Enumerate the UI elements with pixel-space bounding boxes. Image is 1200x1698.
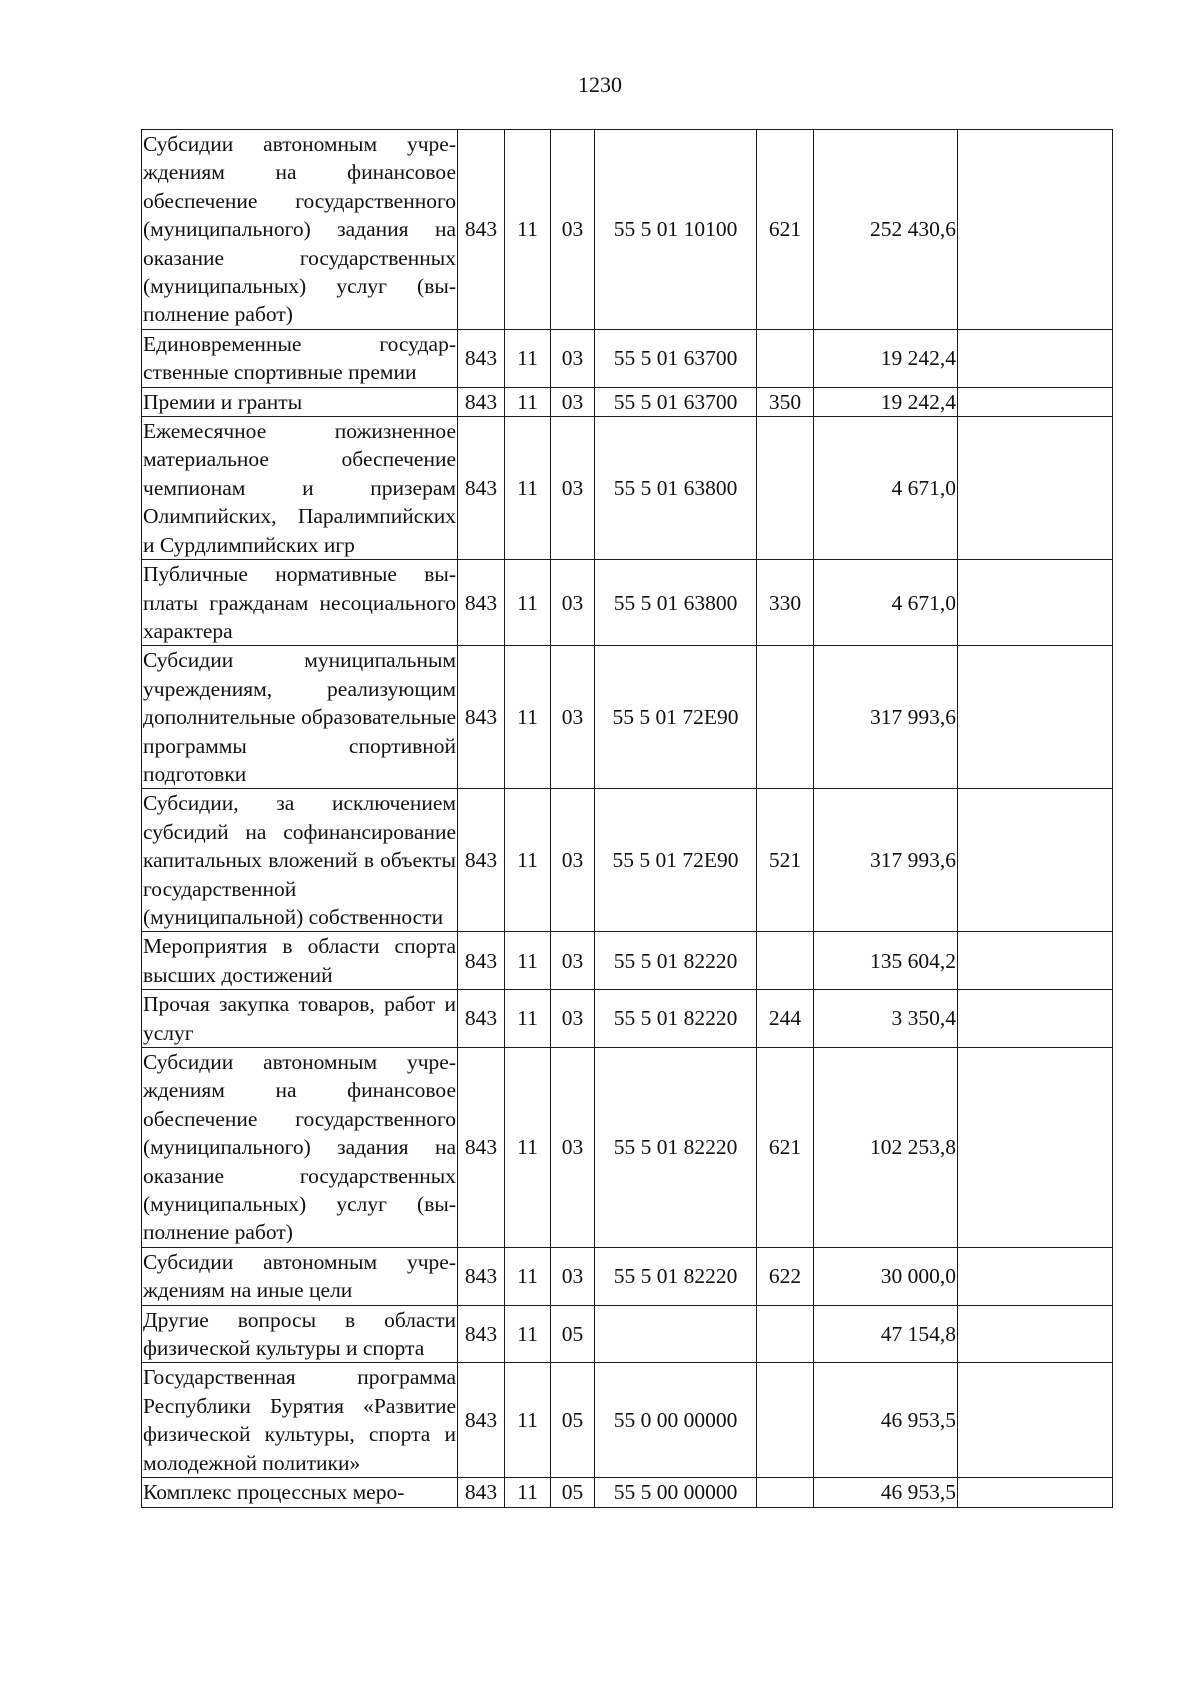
target-article-code: 55 5 01 82220 [595,1048,757,1248]
target-article-code: 55 0 00 00000 [595,1363,757,1478]
subsection-code: 03 [551,417,595,560]
section-code: 11 [505,560,551,646]
expense-type-code: 330 [757,560,814,646]
empty-column [958,932,1113,990]
subsection-code: 05 [551,1363,595,1478]
department-code: 843 [458,646,505,789]
expense-type-code: 622 [757,1247,814,1305]
budget-table-body [142,130,1113,1508]
expense-name: Комплекс процессных меро- [142,1478,458,1507]
budget-table [141,129,1113,1508]
target-article-code: 55 5 01 72Е90 [595,646,757,789]
empty-column [958,1363,1113,1478]
target-article-code: 55 5 01 10100 [595,130,757,330]
table-row [142,1247,1113,1305]
amount: 46 953,5 [814,1363,958,1478]
expense-name: Публичные нормативные выплаты гражданам несоциального характера [142,560,458,646]
empty-column [958,387,1113,416]
amount: 19 242,4 [814,329,958,387]
subsection-code: 03 [551,990,595,1048]
empty-column [958,560,1113,646]
section-code: 11 [505,932,551,990]
empty-column [958,329,1113,387]
department-code: 843 [458,387,505,416]
expense-name: Субсидии муниципальным учреждениям, реализующим дополнительные образовательные программы спортивной подготовки [142,646,458,789]
subsection-code: 03 [551,932,595,990]
table-row [142,1478,1113,1507]
table-row [142,387,1113,416]
section-code: 11 [505,789,551,932]
amount: 47 154,8 [814,1305,958,1363]
expense-type-code: 621 [757,130,814,330]
target-article-code: 55 5 01 63700 [595,329,757,387]
target-article-code: 55 5 01 63800 [595,560,757,646]
expense-type-code [757,417,814,560]
expense-name: Ежемесячное пожизненное материальное обеспечение чемпионам и призерам Олимпийских, Паралимпийских и Сурдлимпийских игр [142,417,458,560]
empty-column [958,1478,1113,1507]
expense-name: Прочая закупка товаров, работ и услуг [142,990,458,1048]
amount: 252 430,6 [814,130,958,330]
table-row [142,417,1113,560]
empty-column [958,789,1113,932]
amount: 46 953,5 [814,1478,958,1507]
target-article-code [595,1305,757,1363]
target-article-code: 55 5 01 63800 [595,417,757,560]
expense-name: Субсидии, за исключением субсидий на софинансирование капитальных вложений в объекты государственной (муниципальной) собственности [142,789,458,932]
amount: 3 350,4 [814,990,958,1048]
expense-name: Премии и гранты [142,387,458,416]
expense-type-code: 350 [757,387,814,416]
target-article-code: 55 5 00 00000 [595,1478,757,1507]
amount: 135 604,2 [814,932,958,990]
amount: 4 671,0 [814,417,958,560]
empty-column [958,646,1113,789]
section-code: 11 [505,130,551,330]
expense-name: Субсидии автономным учреждениям на финансовое обеспечение государственного (муниципального) задания на оказание государственных (муниципальных) услуг (выполнение работ) [142,130,458,330]
amount: 317 993,6 [814,646,958,789]
table-row [142,1363,1113,1478]
section-code: 11 [505,387,551,416]
department-code: 843 [458,417,505,560]
subsection-code: 03 [551,130,595,330]
empty-column [958,1048,1113,1248]
target-article-code: 55 5 01 82220 [595,932,757,990]
table-row [142,1048,1113,1248]
section-code: 11 [505,1478,551,1507]
department-code: 843 [458,329,505,387]
section-code: 11 [505,1247,551,1305]
section-code: 11 [505,329,551,387]
expense-type-code: 621 [757,1048,814,1248]
expense-type-code [757,329,814,387]
table-row [142,990,1113,1048]
amount: 4 671,0 [814,560,958,646]
empty-column [958,417,1113,560]
amount: 102 253,8 [814,1048,958,1248]
empty-column [958,1305,1113,1363]
table-row [142,789,1113,932]
table-row [142,130,1113,330]
subsection-code: 05 [551,1305,595,1363]
section-code: 11 [505,1305,551,1363]
empty-column [958,130,1113,330]
section-code: 11 [505,417,551,560]
subsection-code: 05 [551,1478,595,1507]
table-row [142,932,1113,990]
expense-name: Субсидии автономным учреждениям на финансовое обеспечение государственного (муниципального) задания на оказание государственных (муниципальных) услуг (выполнение работ) [142,1048,458,1248]
expense-name: Мероприятия в области спорта высших достижений [142,932,458,990]
expense-type-code: 521 [757,789,814,932]
expense-type-code [757,1305,814,1363]
section-code: 11 [505,646,551,789]
table-row [142,646,1113,789]
expense-type-code [757,646,814,789]
target-article-code: 55 5 01 72Е90 [595,789,757,932]
target-article-code: 55 5 01 82220 [595,990,757,1048]
subsection-code: 03 [551,387,595,416]
subsection-code: 03 [551,1247,595,1305]
department-code: 843 [458,932,505,990]
expense-name: Государственная программа Республики Бурятия «Развитие физической культуры, спорта и молодежной политики» [142,1363,458,1478]
department-code: 843 [458,1305,505,1363]
department-code: 843 [458,560,505,646]
subsection-code: 03 [551,560,595,646]
empty-column [958,990,1113,1048]
department-code: 843 [458,789,505,932]
section-code: 11 [505,1048,551,1248]
empty-column [958,1247,1113,1305]
department-code: 843 [458,130,505,330]
target-article-code: 55 5 01 63700 [595,387,757,416]
amount: 19 242,4 [814,387,958,416]
subsection-code: 03 [551,789,595,932]
expense-type-code: 244 [757,990,814,1048]
subsection-code: 03 [551,1048,595,1248]
expense-type-code [757,1363,814,1478]
department-code: 843 [458,1478,505,1507]
expense-name: Единовременные государственные спортивные премии [142,329,458,387]
expense-name: Другие вопросы в области физической культуры и спорта [142,1305,458,1363]
page-number: 1230 [578,72,622,97]
subsection-code: 03 [551,329,595,387]
section-code: 11 [505,990,551,1048]
table-row [142,1305,1113,1363]
department-code: 843 [458,990,505,1048]
target-article-code: 55 5 01 82220 [595,1247,757,1305]
section-code: 11 [505,1363,551,1478]
table-row [142,329,1113,387]
subsection-code: 03 [551,646,595,789]
expense-type-code [757,932,814,990]
expense-name: Субсидии автономным учреждениям на иные цели [142,1247,458,1305]
expense-type-code [757,1478,814,1507]
table-row [142,560,1113,646]
department-code: 843 [458,1363,505,1478]
department-code: 843 [458,1048,505,1248]
department-code: 843 [458,1247,505,1305]
amount: 30 000,0 [814,1247,958,1305]
amount: 317 993,6 [814,789,958,932]
